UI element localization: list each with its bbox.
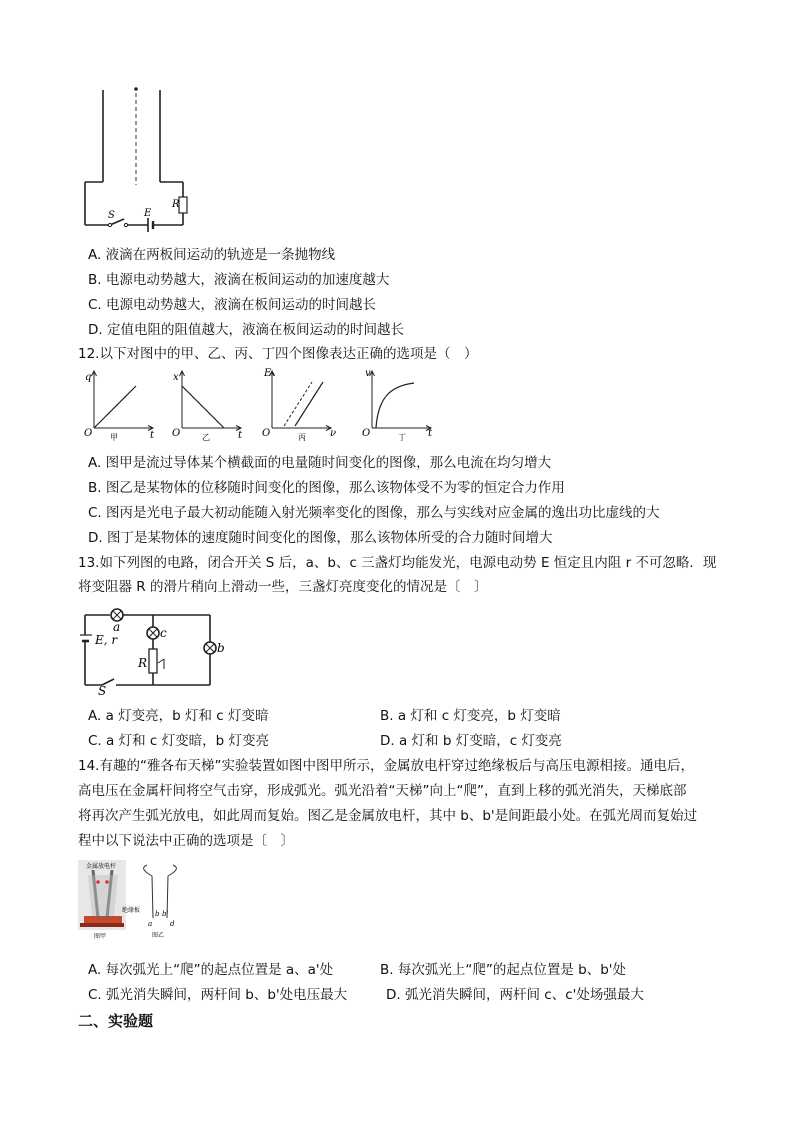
q12-option-d[interactable]: D. 图丁是某物体的速度随时间变化的图像，那么该物体所受的合力随时间增大 [88,530,553,546]
q14-label-b: b [155,910,160,918]
q12-option-c[interactable]: C. 图丙是光电子最大初动能随入射光频率变化的图像，那么与实线对应金属的逸出功比虚线的大 [88,505,660,521]
q13-circuit-figure [80,605,230,698]
q14-caption-a: 图甲 [94,933,107,940]
q12-jia-origin: O [84,428,93,439]
q12-ding-caption: 丁 [398,433,406,442]
q12-graph-bing [262,368,342,440]
q12-yi-xlabel: t [238,430,243,441]
q14-stem-line3: 将再次产生弧光放电，如此周而复始。图乙是金属放电杆，其中 b、b'是间距最小处。在弧光周而复始过 [78,808,698,824]
q12-graph-yi [172,368,252,440]
q14-stem-line1: 14.有趣的“雅各布天梯”实验装置如图中图甲所示，金属放电杆穿过绝缘板后与高压电源相接。通电后， [78,758,694,774]
q12-graph-ding [362,368,442,440]
q13-label-a: a [113,620,121,634]
q13-label-c: c [160,626,167,640]
q12-graph-jia [84,368,164,440]
q12-option-b[interactable]: B. 图乙是某物体的位移随时间变化的图像，那么该物体受不为零的恒定合力作用 [88,480,565,496]
q12-ding-ylabel: v [365,368,371,379]
q14-option-d[interactable]: D. 弧光消失瞬间，两杆间 c、c'处场强最大 [386,987,644,1003]
q11-option-b[interactable]: B. 电源电动势越大，液滴在板间运动的加速度越大 [88,272,390,288]
q14-caption-b: 图乙 [152,932,165,939]
q14-option-b[interactable]: B. 每次弧光上“爬”的起点位置是 b、b'处 [380,962,626,978]
q12-yi-caption: 乙 [202,433,210,442]
q12-yi-origin: O [172,428,181,439]
q11-circuit-figure [80,85,200,235]
q12-option-a[interactable]: A. 图甲是流过导体某个横截面的电量随时间变化的图像，那么电流在均匀增大 [88,455,552,471]
q11-label-R: R [172,199,180,210]
q13-label-Er: E, r [95,633,118,647]
q14-jacob-ladder-figure [78,860,188,938]
q12-bing-caption: 丙 [298,433,306,442]
q12-jia-ylabel: q [85,372,92,383]
q13-option-d[interactable]: D. a 灯和 b 灯变暗，c 灯变亮 [380,733,562,749]
q14-stem-line4: 程中以下说法中正确的选项是〔 〕 [78,833,294,849]
q13-option-a[interactable]: A. a 灯变亮，b 灯和 c 灯变暗 [88,708,269,724]
q13-label-R: R [138,656,148,670]
q12-bing-origin: O [262,428,271,439]
q11-option-d[interactable]: D. 定值电阻的阻值越大，液滴在板间运动的时间越长 [88,322,404,338]
q14-option-a[interactable]: A. 每次弧光上“爬”的起点位置是 a、a'处 [88,962,334,978]
q12-jia-caption: 甲 [110,433,118,442]
q12-bing-xlabel: ν [330,428,337,439]
q11-label-E: E [144,208,152,219]
q14-label-rod: 金属放电杆 [86,863,117,870]
q11-label-S: S [108,210,115,221]
q14-stem-line2: 高电压在金属杆间将空气击穿，形成弧光。弧光沿着“天梯”向上“爬”，直到上移的弧光消失，天梯底部 [78,783,687,799]
q13-option-b[interactable]: B. a 灯和 c 灯变亮，b 灯变暗 [380,708,561,724]
section-heading: 二、实验题 [78,1012,154,1030]
q14-label-board: 绝缘板 [122,907,141,914]
q12-bing-ylabel: Eₖ [264,368,275,379]
q13-label-b: b [217,641,225,655]
q14-label-d: d [170,920,175,928]
q13-label-S: S [98,684,107,698]
q13-option-c[interactable]: C. a 灯和 c 灯变暗，b 灯变亮 [88,733,269,749]
q14-label-a: a [148,920,153,928]
q14-option-c[interactable]: C. 弧光消失瞬间，两杆间 b、b'处电压最大 [88,987,348,1003]
q12-ding-xlabel: t [428,428,433,439]
q11-option-c[interactable]: C. 电源电动势越大，液滴在板间运动的时间越长 [88,297,377,313]
q12-ding-origin: O [362,428,371,439]
q12-yi-ylabel: x [173,372,179,383]
q13-stem-line2: 将变阻器 R 的滑片稍向上滑动一些，三盏灯亮度变化的情况是〔 〕 [78,579,488,595]
q12-stem: 12.以下对图中的甲、乙、丙、丁四个图像表达正确的选项是（ ） [78,346,478,362]
q13-stem-line1: 13.如下列图的电路，闭合开关 S 后，a、b、c 三盏灯均能发光，电源电动势 E 恒定且内阻 r 不可忽略．现 [78,555,717,571]
q11-option-a[interactable]: A. 液滴在两板间运动的轨迹是一条抛物线 [88,247,336,263]
q14-label-b2: b' [162,910,169,918]
q12-jia-xlabel: t [150,430,155,441]
